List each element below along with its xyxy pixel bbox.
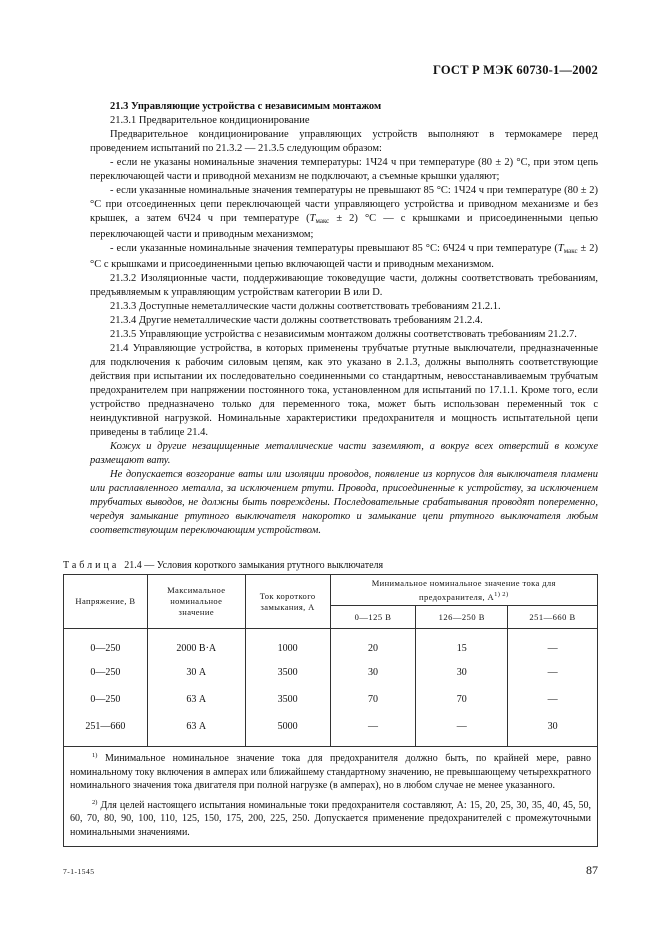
table-cell: 0—250 (64, 659, 148, 686)
table-cell: — (416, 713, 508, 747)
table-caption-text: 21.4 — Условия короткого замыкания ртутного выключателя (124, 560, 384, 571)
body-text (90, 100, 598, 538)
paragraph: 21.4 Управляющие устройства, в которых применены трубчатые ртутные выключатели, предназначенные для подключения к рабочим силовым цепям, как это указано в 2.1.3, должны выполнять соответствующие действия при испытании их последовательно соединенными со стандартным, невосстанавливаемым трубчатым предохранителем при напряжении постоянного тока, установленном для испытаний по 17.1.1. Кроме того, если устройство предназначено только для переменного тока, может быть использован переменный ток с неиндуктивной нагрузкой. Номинальные характеристики предохранителя и мощность испытательной цепи приведены в таблице 21.4. (90, 343, 598, 438)
paragraph: - если указанные номинальные значения температуры превышают 85 °С: 6Ч24 ч при температуре $(T_{макс} \pm 2)$ °С с крышками и присоединенными цепью включающей части и приводным механизмом. (90, 243, 598, 270)
document-header: ГОСТ Р МЭК 60730-1—2002 (433, 63, 598, 77)
table-row (64, 686, 598, 713)
table-cell: — (508, 629, 598, 660)
paragraph: 21.3.5 Управляющие устройства с независимым монтажом должны соответствовать требованиям 21.2.7. (110, 329, 577, 340)
table-footnotes (64, 747, 598, 847)
table-cell: 63 А (147, 713, 245, 747)
table-caption (63, 560, 383, 571)
table-cell: 20 (330, 629, 416, 660)
paragraph: - если не указаны номинальные значения температуры: 1Ч24 ч при температуре (80 ± 2) °С, при этом цепь переключающей части и приводной механизм не подключают, а съемные крышки удаляют; (90, 157, 598, 182)
table-cell: 2000 В·А (147, 629, 245, 660)
paragraph: Предварительное кондиционирование управляющих устройств выполняют в термокамере перед проведением испытаний по 21.3.2 — 21.3.5 следующим образом: (90, 129, 598, 154)
short-circuit-table (63, 574, 598, 847)
table-cell: 3500 (245, 686, 330, 713)
footnote: $^{1)}$ Минимальное номинальное значение тока для предохранителя должно быть, по крайней мере, равно номинальному току включения в амперах или ближайшему стандартному значению, не превышающему четырехкратного номинального значения тока двигателя при полной нагрузке (в амперах), но в любом случае не менее указанного. (70, 752, 591, 791)
table-cell: 63 А (147, 686, 245, 713)
table-cell: 30 (508, 713, 598, 747)
header-max-nominal: Максимальное номинальное значение (147, 575, 245, 629)
paragraph-italic: Кожух и другие незащищенные металлические части заземляют, а вокруг всех отверстий в кожухе размещают вату. (90, 441, 598, 466)
table-row (64, 713, 598, 747)
table-cell: 5000 (245, 713, 330, 747)
table-cell: 1000 (245, 629, 330, 660)
paragraph: 21.3.3 Доступные неметаллические части должны соответствовать требованиям 21.2.1. (110, 301, 501, 312)
footnote: $^{2)}$ Для целей настоящего испытания номинальные токи предохранителя составляют, А: 15, 20, 25, 30, 35, 40, 45, 50, 60, 70, 80, 90, 100, 110, 125, 150, 175, 200, 225, 250. Допускается применение предохранителей с промежуточными номинальными значениями. (70, 798, 592, 838)
table-cell: 0—250 (64, 629, 148, 660)
header-short-current: Ток короткого замыкания, А (245, 575, 330, 629)
table-cell: — (508, 686, 598, 713)
table-cell: 0—250 (64, 686, 148, 713)
table-cell: 30 А (147, 659, 245, 686)
table-cell: — (508, 659, 598, 686)
print-code: 7-1-1545 (63, 867, 95, 876)
table-cell: — (330, 713, 416, 747)
table-cell: 15 (416, 629, 508, 660)
header-min-current: Минимальное номинальное значение тока для предохранителя, $А^{1) 2)}$ (330, 575, 597, 606)
page-number: 87 (586, 863, 598, 877)
section-heading: 21.3 Управляющие устройства с независимым монтажом (110, 101, 382, 112)
paragraph: 21.3.1 Предварительное кондиционирование (110, 115, 310, 126)
table-caption-label: Таблица (63, 560, 120, 571)
paragraph: - если указанные номинальные значения температуры не превышают 85 °С: 1Ч24 ч при температуре (80 ± 2) °С при отсоединенных цепи переключающей части управляющего устройства и приводном механизме и без крышек, а затем 6Ч24 ч при температуре $(T_{макс} \pm 2)$ °С — с крышками и присоединенными цепью переключающей части и приводным механизмом; (90, 185, 598, 240)
paragraph: 21.3.4 Другие неметаллические части должны соответствовать требованиям 21.2.4. (110, 315, 483, 326)
table-cell: 70 (416, 686, 508, 713)
table-cell: 3500 (245, 659, 330, 686)
paragraph: 21.3.2 Изоляционные части, поддерживающие токоведущие части, должны соответствовать требованиям, предъявляемым к управляющим устройствам категории В или D. (90, 273, 598, 298)
header-sub-range: 251—660 В (508, 606, 598, 629)
header-sub-range: 126—250 В (416, 606, 508, 629)
table-row (64, 659, 598, 686)
header-sub-range: 0—125 В (330, 606, 416, 629)
header-voltage: Напряжение, В (64, 575, 148, 629)
table-row (64, 629, 598, 660)
paragraph-italic: Не допускается возгорание ваты или изоляции проводов, появление из корпусов для выключателя пламени или расплавленного металла, за исключением ртути. Провода, присоединенные к устройству, за исключением трубчатых выводов, не должны быть повреждены. Последовательные срабатывания проводят попеременно, чередуя замыкание ртутного выключателя накоротко и замыкание цепи ртутного выключателя любым соответствующим переключающим устройством. (90, 469, 598, 536)
table-cell: 30 (330, 659, 416, 686)
table-cell: 251—660 (64, 713, 148, 747)
table-cell: 30 (416, 659, 508, 686)
table-cell: 70 (330, 686, 416, 713)
